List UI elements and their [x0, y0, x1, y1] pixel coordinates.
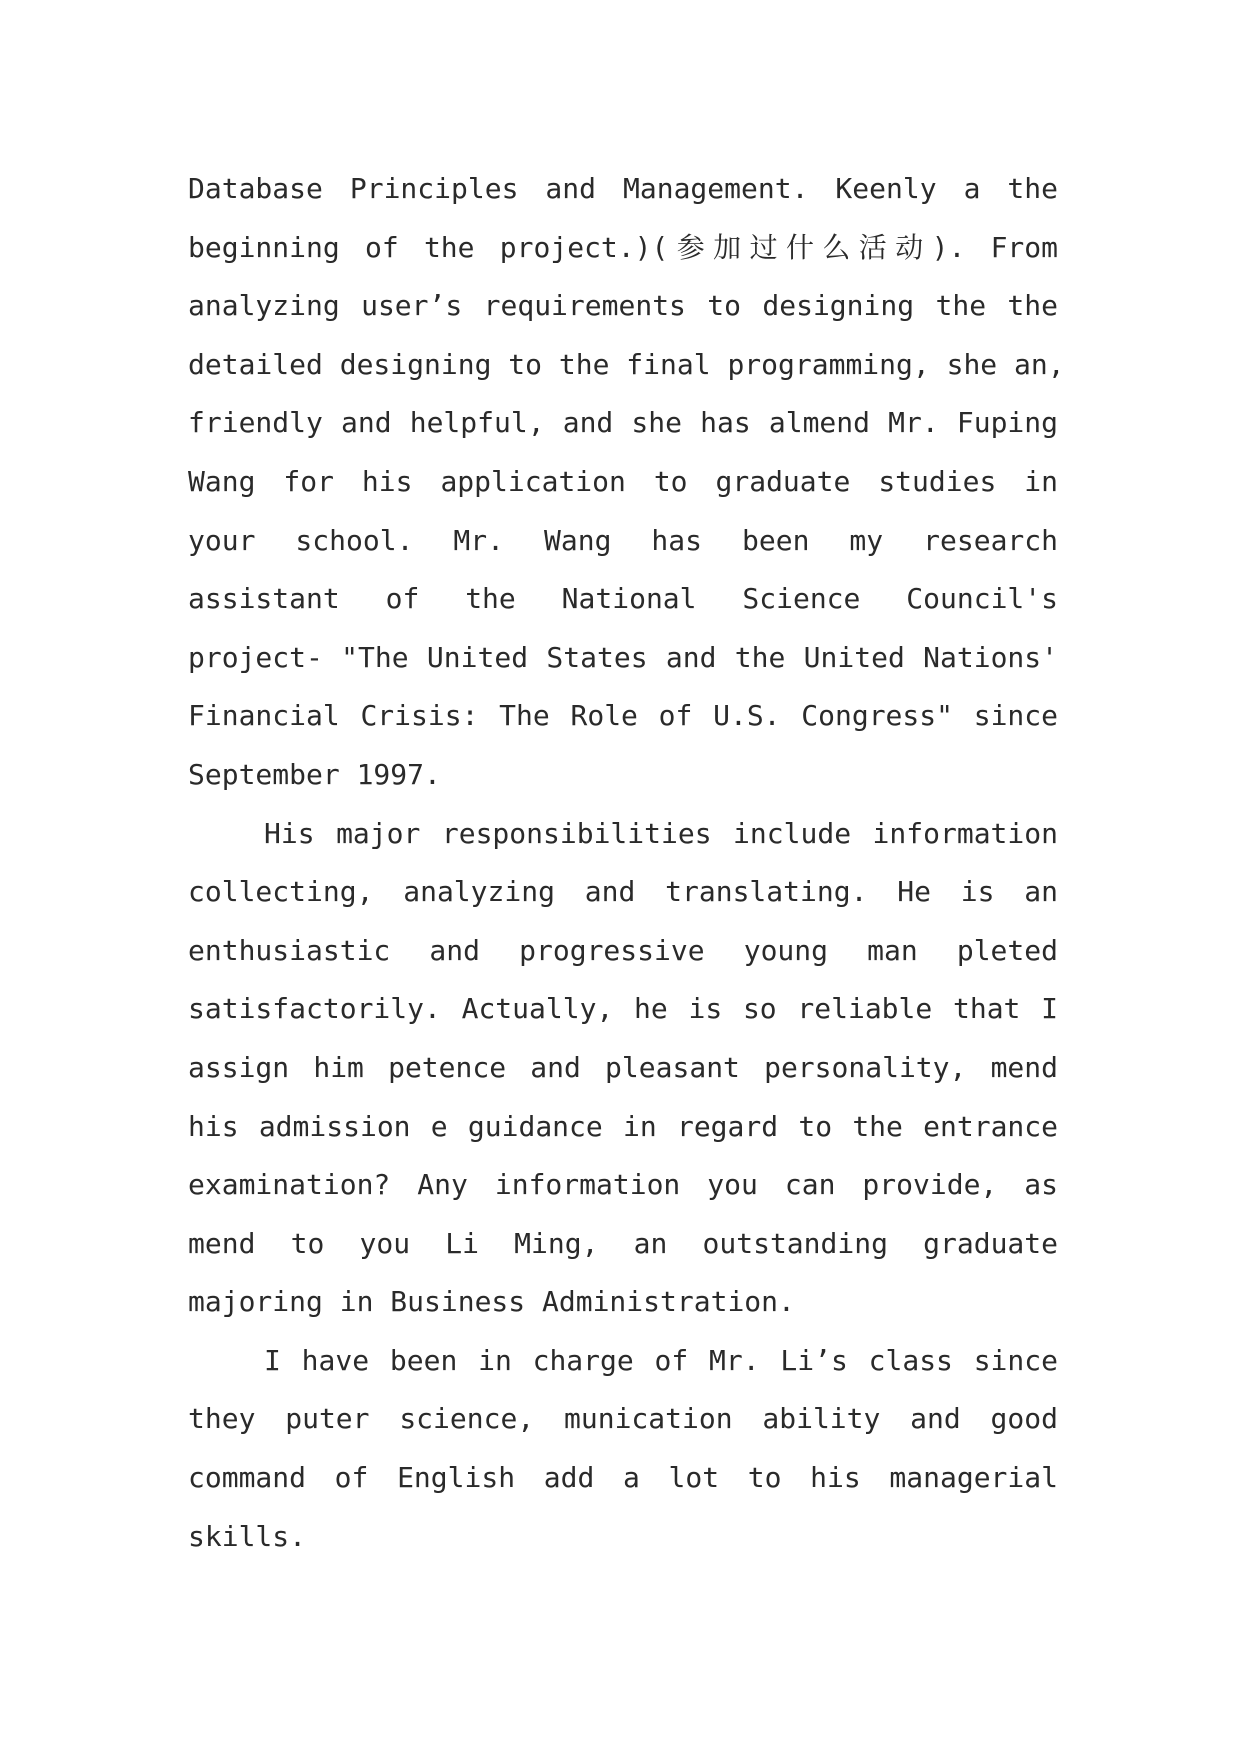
paragraph-line: Database Principles and Management. Keenly a the: [188, 172, 1058, 205]
paragraph-line: your school. Mr. Wang has been my research: [188, 523, 1058, 557]
paragraph-line: they puter science, munication ability and good: [188, 1402, 1058, 1436]
paragraph-line: Wang for his application to graduate studies in: [188, 464, 1058, 498]
paragraph-line: enthusiastic and progressive young man pleted: [188, 933, 1058, 967]
paragraph-line: assistant of the National Science Council's: [188, 582, 1058, 616]
paragraph-line: his admission e guidance in regard to the entrance: [188, 1109, 1058, 1143]
paragraph-line: I have been in charge of Mr. Li’s class since: [264, 1343, 1058, 1377]
paragraph-line: analyzing user’s requirements to designing the the: [188, 289, 1058, 323]
paragraph-line: command of English add a lot to his managerial: [188, 1461, 1058, 1495]
paragraph-line: project- "The United States and the United Nations': [188, 640, 1058, 674]
document-body: [188, 160, 1065, 1566]
paragraph-line: assign him petence and pleasant personality, mend: [188, 1050, 1058, 1084]
paragraph-line: Financial Crisis: The Role of U.S. Congress" since: [188, 699, 1058, 733]
paragraph-line: examination? Any information you can provide, as: [188, 1168, 1058, 1202]
paragraph-line: majoring in Business Administration.: [188, 1285, 795, 1319]
paragraph-line: skills.: [188, 1519, 307, 1553]
paragraph-line: satisfactorily. Actually, he is so reliable that I: [188, 992, 1058, 1026]
paragraph-2: [188, 805, 1058, 1332]
paragraph-line: beginning of the project.)(参加过什么活动). From: [188, 230, 1058, 264]
paragraph-line: His major responsibilities include information: [264, 816, 1058, 850]
paragraph-3: [188, 1332, 1058, 1566]
paragraph-line: collecting, analyzing and translating. He is an: [188, 875, 1058, 909]
paragraph-line: detailed designing to the final programming, she an,: [188, 347, 1065, 381]
paragraph-line: mend to you Li Ming, an outstanding graduate: [188, 1226, 1058, 1260]
paragraph-1: [188, 160, 1065, 805]
paragraph-line: friendly and helpful, and she has almend Mr. Fuping: [188, 406, 1058, 440]
paragraph-line: September 1997.: [188, 757, 441, 791]
